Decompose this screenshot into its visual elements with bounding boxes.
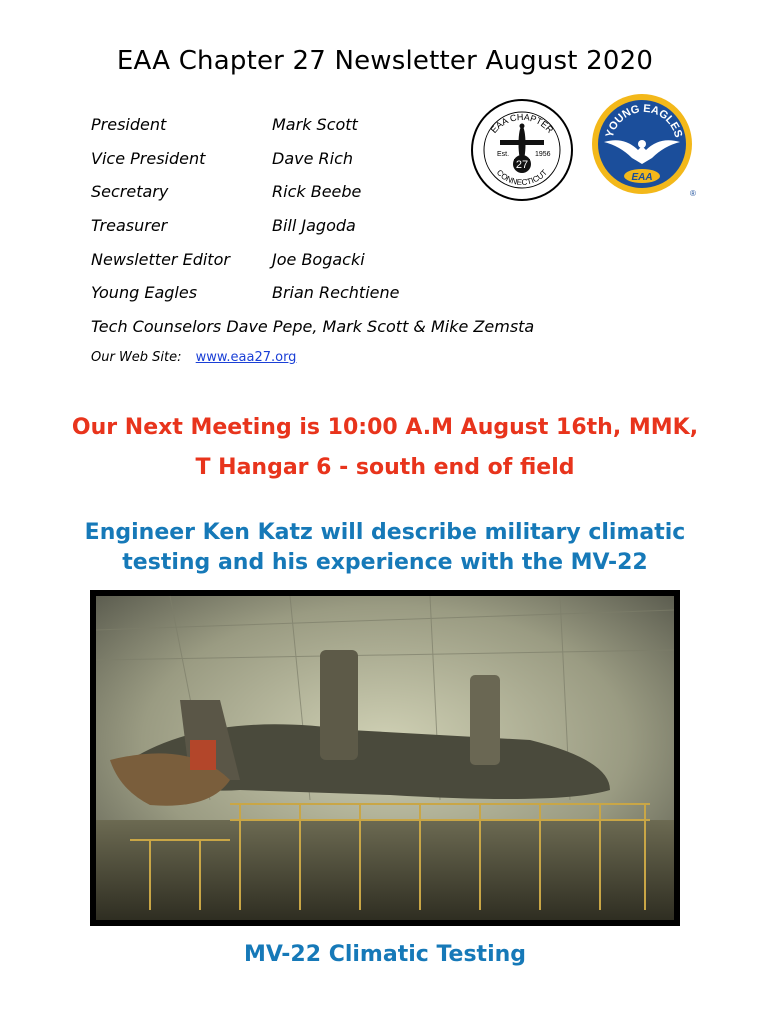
officer-role: Secretary: [91, 182, 169, 201]
officer-name: Bill Jagoda: [272, 216, 356, 235]
chapter-logo: [470, 98, 574, 202]
chapter-logo-bottom-text: CONNECTICUT: [494, 167, 550, 188]
registered-mark: ®: [690, 189, 696, 198]
officer-role: President: [91, 115, 167, 134]
website-link[interactable]: www.eaa27.org: [195, 350, 297, 365]
officer-role: Newsletter Editor: [91, 250, 230, 269]
mv22-photo: [90, 590, 680, 926]
photo-caption: MV-22 Climatic Testing: [243, 942, 527, 967]
website-label: Our Web Site:: [91, 350, 182, 365]
officer-name: Brian Rechtiene: [272, 283, 400, 302]
officer-role: Treasurer: [91, 216, 168, 235]
chapter-logo-est: Est.: [497, 151, 510, 158]
chapter-logo-number: 27: [515, 159, 529, 171]
young-eagles-logo-eaa: EAA: [631, 172, 653, 183]
officer-name: Joe Bogacki: [272, 250, 365, 269]
newsletter-title: EAA Chapter 27 Newsletter August 2020: [116, 46, 654, 76]
meeting-line-1: Our Next Meeting is 10:00 A.M August 16th, MMK,: [71, 415, 699, 440]
chapter-logo-top-text: EAA CHAPTER: [488, 111, 556, 135]
officer-role: Young Eagles: [91, 283, 198, 302]
young-eagles-logo-text: YOUNG EAGLES: [603, 102, 685, 140]
officer-name: Rick Beebe: [272, 182, 362, 201]
website-line: [91, 350, 296, 365]
meeting-line-2: T Hangar 6 - south end of field: [195, 455, 575, 480]
tech-counselors: Tech Counselors Dave Pepe, Mark Scott & Mike Zemsta: [91, 317, 535, 336]
chapter-logo-year: 1956: [535, 151, 551, 158]
officer-role: Vice President: [91, 149, 206, 168]
speaker-announcement: Engineer Ken Katz will describe military climatic testing and his experience with the MV-22: [84, 520, 686, 575]
young-eagles-logo: [590, 92, 698, 202]
officer-name: Mark Scott: [272, 115, 358, 134]
officer-name: Dave Rich: [272, 149, 354, 168]
